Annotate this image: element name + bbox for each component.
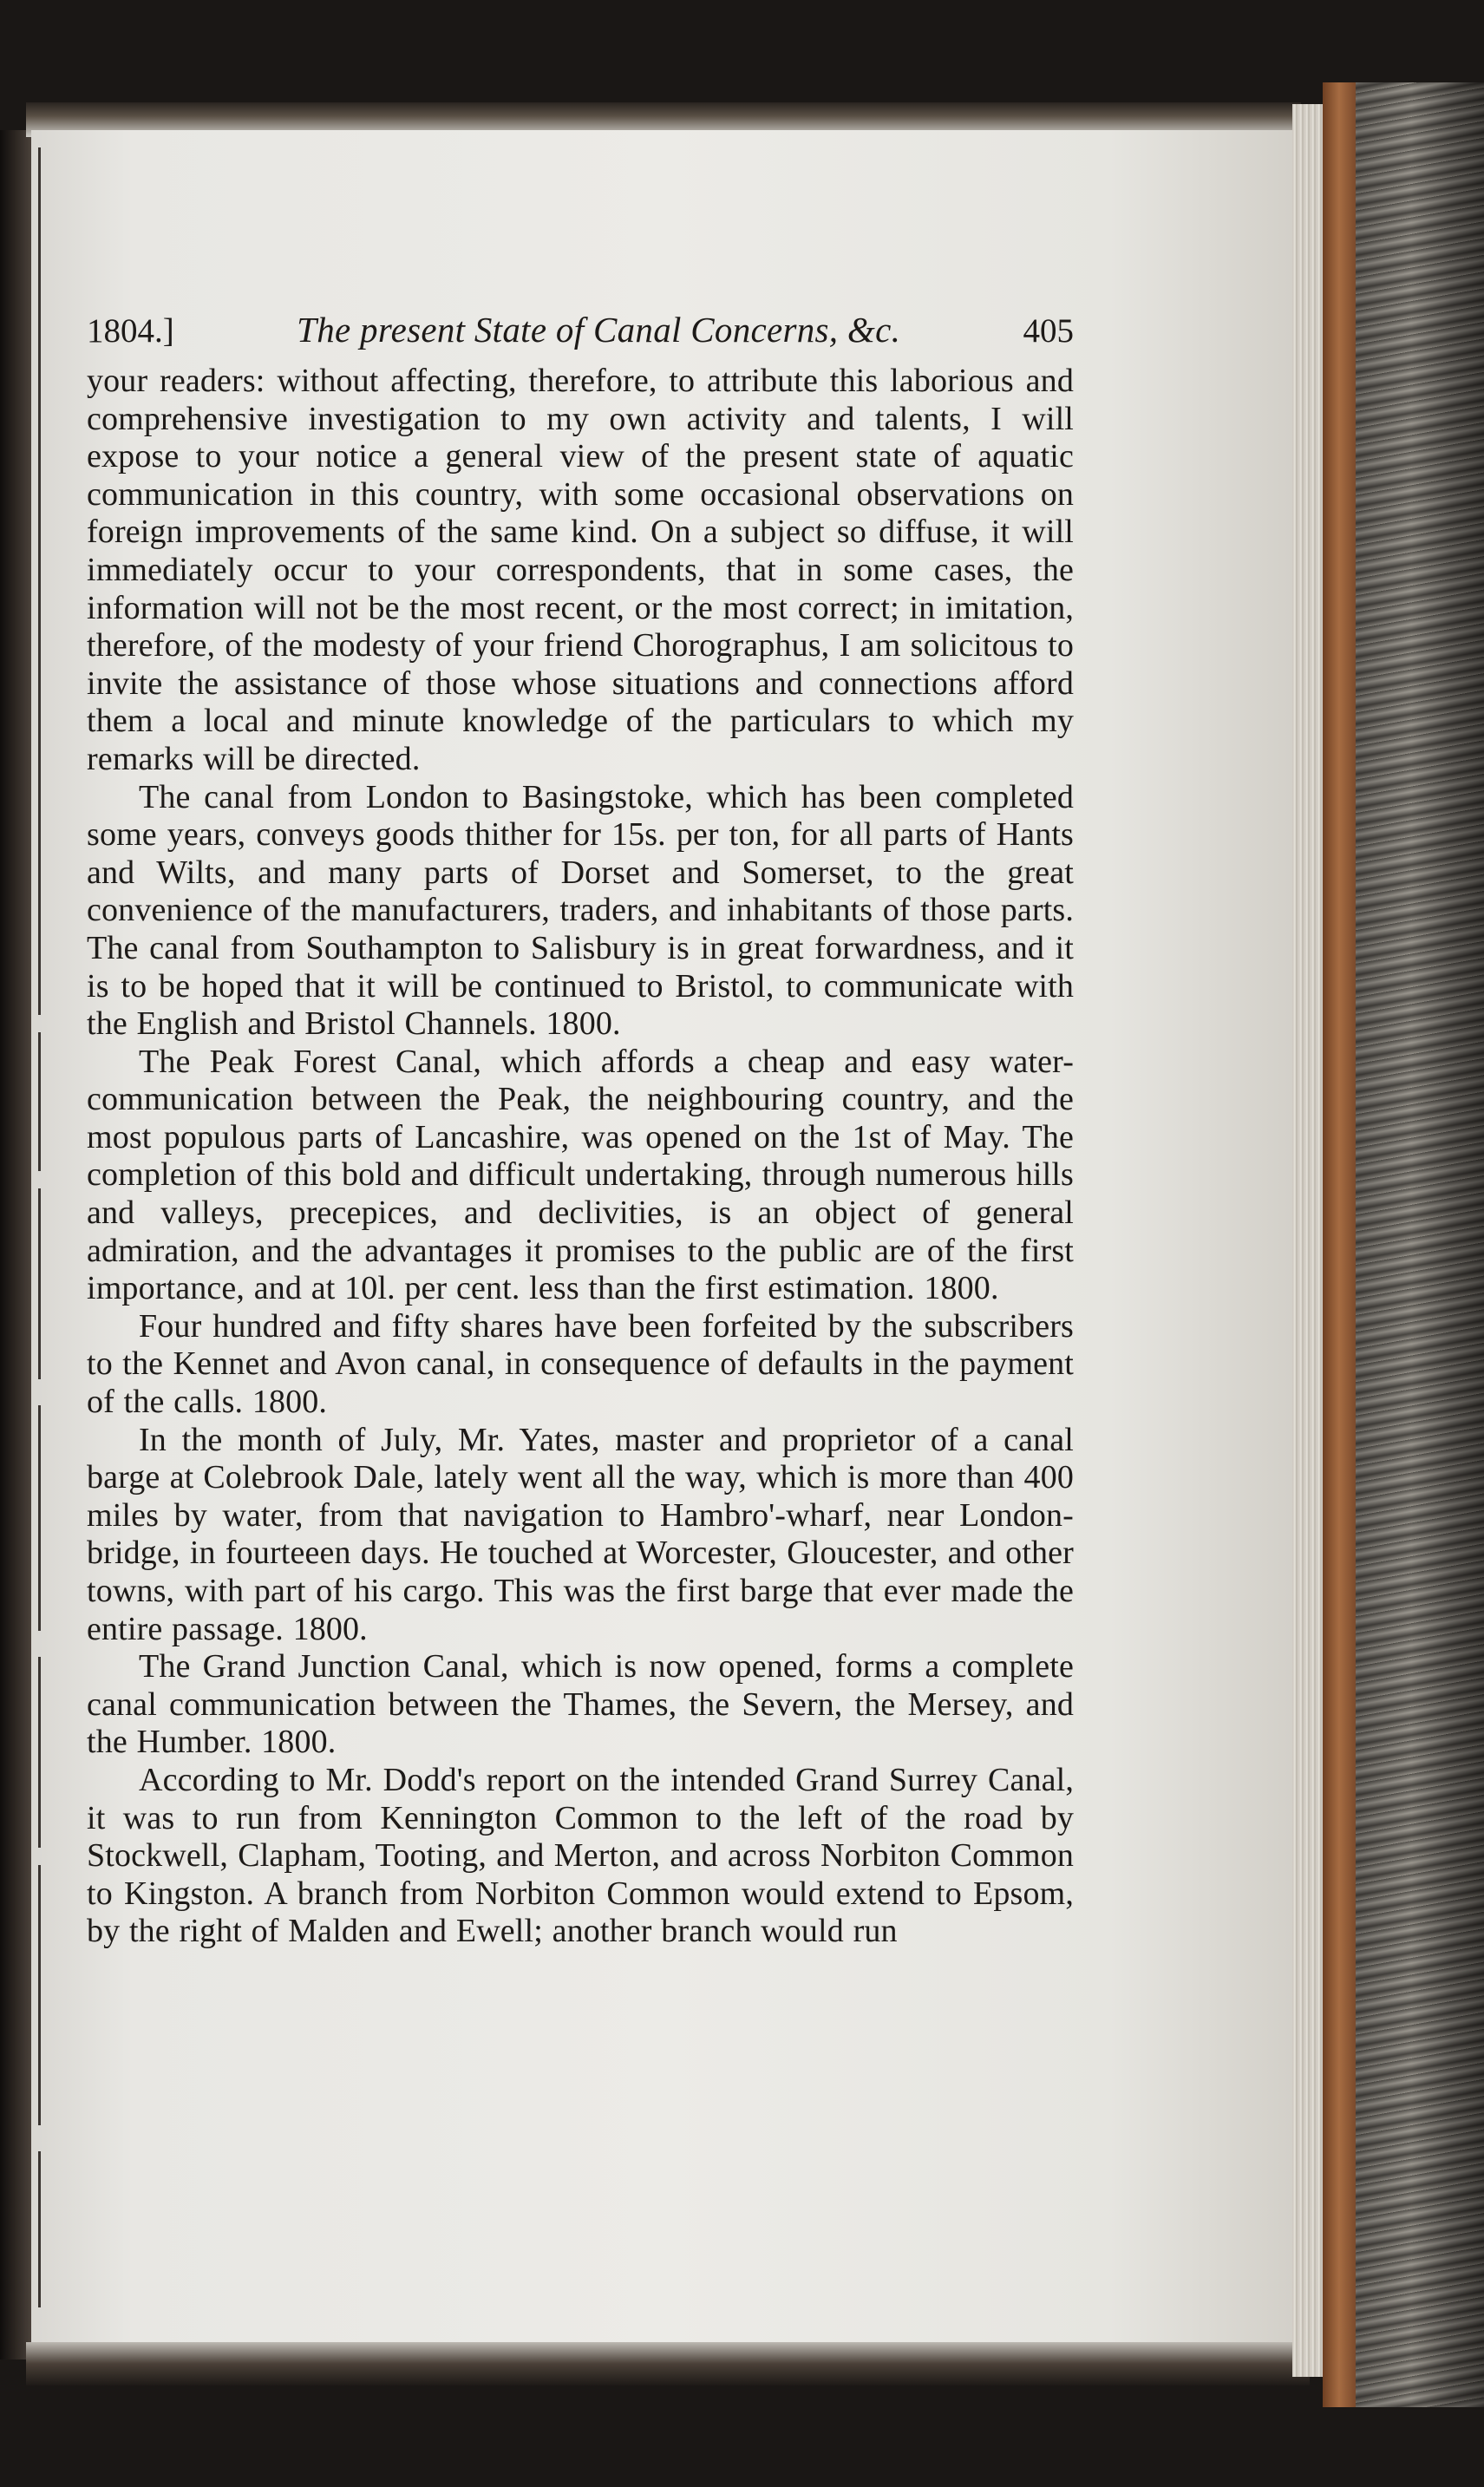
page-number: 405 — [1023, 312, 1074, 350]
paragraph-continued: your readers: without affecting, therefore, to attribute this laborious and comprehensive investigation to my own activity and talents, I will expose to your notice a general view of the present state of aquatic communication in this country, with some occasional observations on foreign improvements of the same kind. On a subject so diffuse, it will immediately occur to your correspondents, that in some cases, the information will not be the most recent, or the most correct; in imitation, therefore, of the modesty of your friend Chorographus, I am solicitous to invite the assistance of those whose situations and connections afford them a local and minute knowledge of the particulars to which my remarks will be directed. — [87, 363, 1074, 777]
paragraph-grand-junction-canal: The Grand Junction Canal, which is now opened, forms a complete canal communication between the Thames, the Severn, the Mersey, and the Humber. 1800. — [87, 1648, 1074, 1761]
running-head — [87, 309, 1074, 359]
paragraph-colebrook-barge: In the month of July, Mr. Yates, master and proprietor of a canal barge at Colebrook Dale, lately went all the way, which is more than 400 miles by water, from that navigation to Hambro'-wharf, near London-bridge, in fourteeen days. He touched at Worcester, Gloucester, and other towns, with part of his cargo. This was the first barge that ever made the entire passage. 1800. — [87, 1421, 1074, 1647]
fore-edge-pages — [1292, 104, 1325, 2377]
paragraph-basingstoke-canal: The canal from London to Basingstoke, which has been completed some years, conveys goods thither for 15s. per ton, for all parts of Hants and Wilts, and many parts of Dorset and Somerset, to the great convenience of the manufacturers, traders, and inhabitants of those parts. The canal from Southampton to Salisbury is in great forwardness, and it is to be hoped that it will be continued to Bristol, to communicate with the English and Bristol Channels. 1800. — [87, 778, 1074, 1043]
margin-marks — [31, 130, 57, 2359]
bottom-page-edge — [26, 2342, 1310, 2386]
leather-cover-edge — [1323, 82, 1356, 2407]
paragraph-grand-surrey-canal: According to Mr. Dodd's report on the intended Grand Surrey Canal, it was to run from Kennington Common to the left of the road by Stockwell, Clapham, Tooting, and Merton, and across Norbiton Common to Kingston. A branch from Norbiton Common would extend to Epsom, by the right of Malden and Ewell; another branch would run — [87, 1761, 1074, 1950]
running-head-title: The present State of Canal Concerns, &c. — [297, 310, 901, 350]
paragraph-kennet-avon-canal: Four hundred and fifty shares have been forfeited by the subscribers to the Kennet and Avon canal, in consequence of defaults in the payment of the calls. 1800. — [87, 1307, 1074, 1421]
left-binding — [0, 130, 31, 2359]
running-head-year: 1804.] — [87, 312, 174, 350]
paragraph-peak-forest-canal: The Peak Forest Canal, which affords a cheap and easy water-communication between the Peak, the neighbouring country, and the most populous parts of Lancashire, was opened on the 1st of May. The completion of this bold and difficult undertaking, through numerous hills and valleys, precepices, and declivities, is an object of general admiration, and the advantages it promises to the public are of the first importance, and at 10l. per cent. less than the first estimation. 1800. — [87, 1043, 1074, 1307]
page-text — [87, 309, 1074, 1951]
